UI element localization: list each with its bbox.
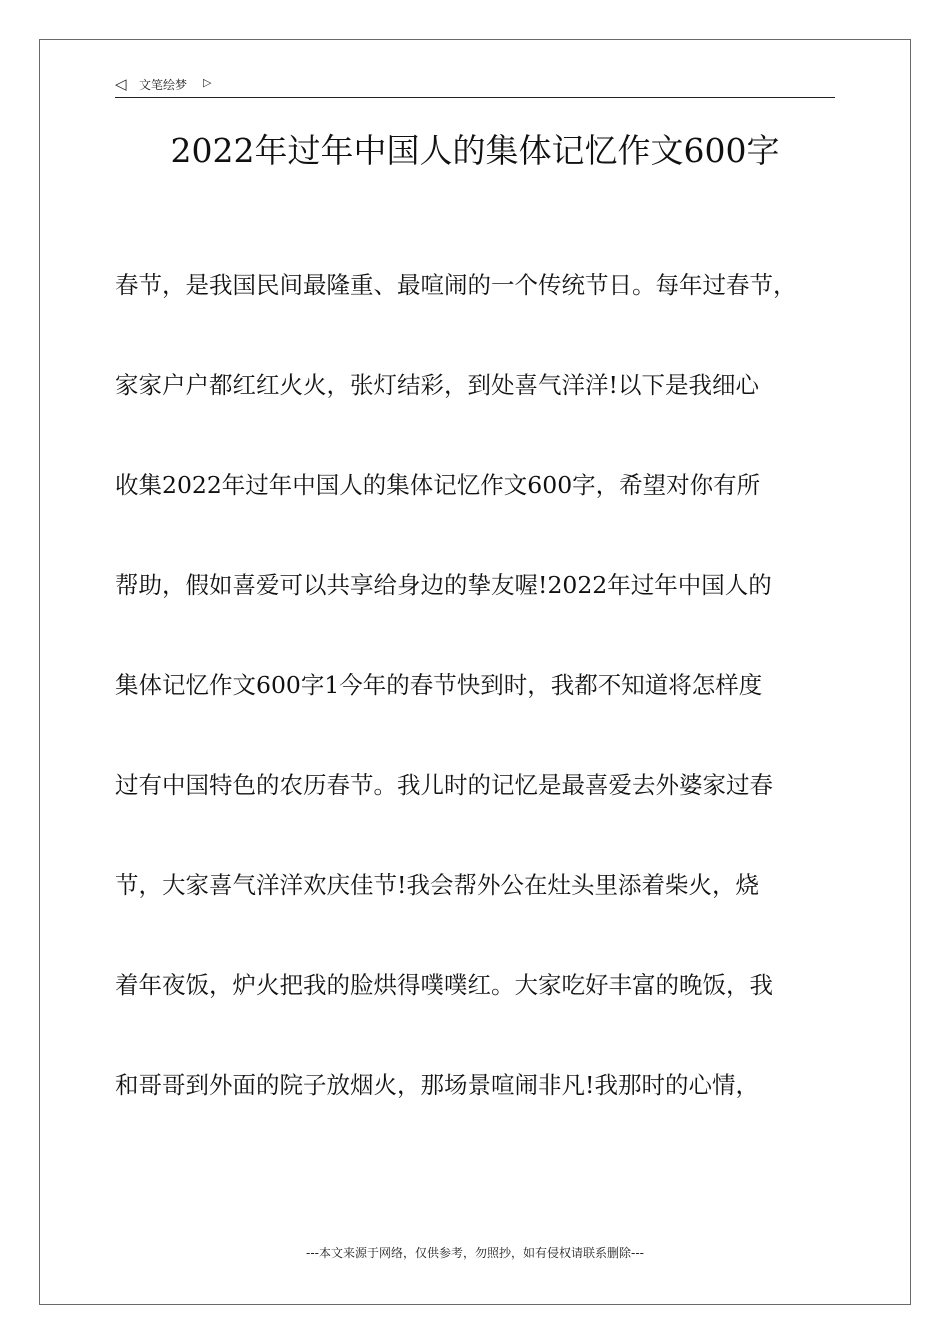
page-header: [115, 74, 835, 98]
right-triangle-icon: ▷: [203, 76, 212, 89]
body-line: 和哥哥到外面的院子放烟火，那场景喧闹非凡!我那时的心情，: [115, 1071, 759, 1099]
body-line: 家家户户都红红火火，张灯结彩，到处喜气洋洋!以下是我细心: [115, 371, 759, 399]
body-line: 帮助，假如喜爱可以共享给身边的挚友喔!2022年过年中国人的: [115, 571, 772, 599]
body-line: 集体记忆作文600字1今年的春节快到时，我都不知道将怎样度: [115, 671, 763, 699]
body-line: 春节，是我国民间最隆重、最喧闹的一个传统节日。每年过春节，: [115, 271, 797, 299]
left-triangle-icon: ◁: [115, 75, 127, 93]
document-title: 2022年过年中国人的集体记忆作文600字: [170, 131, 780, 170]
body-line: 过有中国特色的农历春节。我儿时的记忆是最喜爱去外婆家过春: [115, 771, 773, 799]
body-line: 着年夜饭，炉火把我的脸烘得噗噗红。大家吃好丰富的晚饭，我: [115, 971, 773, 999]
footer-disclaimer: ---本文来源于网络，仅供参考，勿照抄，如有侵权请联系删除---: [306, 1246, 644, 1260]
body-line: 节，大家喜气洋洋欢庆佳节!我会帮外公在灶头里添着柴火，烧: [115, 871, 759, 899]
document-body: [115, 258, 835, 1158]
body-line: 收集2022年过年中国人的集体记忆作文600字，希望对你有所: [115, 471, 761, 499]
header-brand: 文笔绘梦: [139, 78, 188, 92]
